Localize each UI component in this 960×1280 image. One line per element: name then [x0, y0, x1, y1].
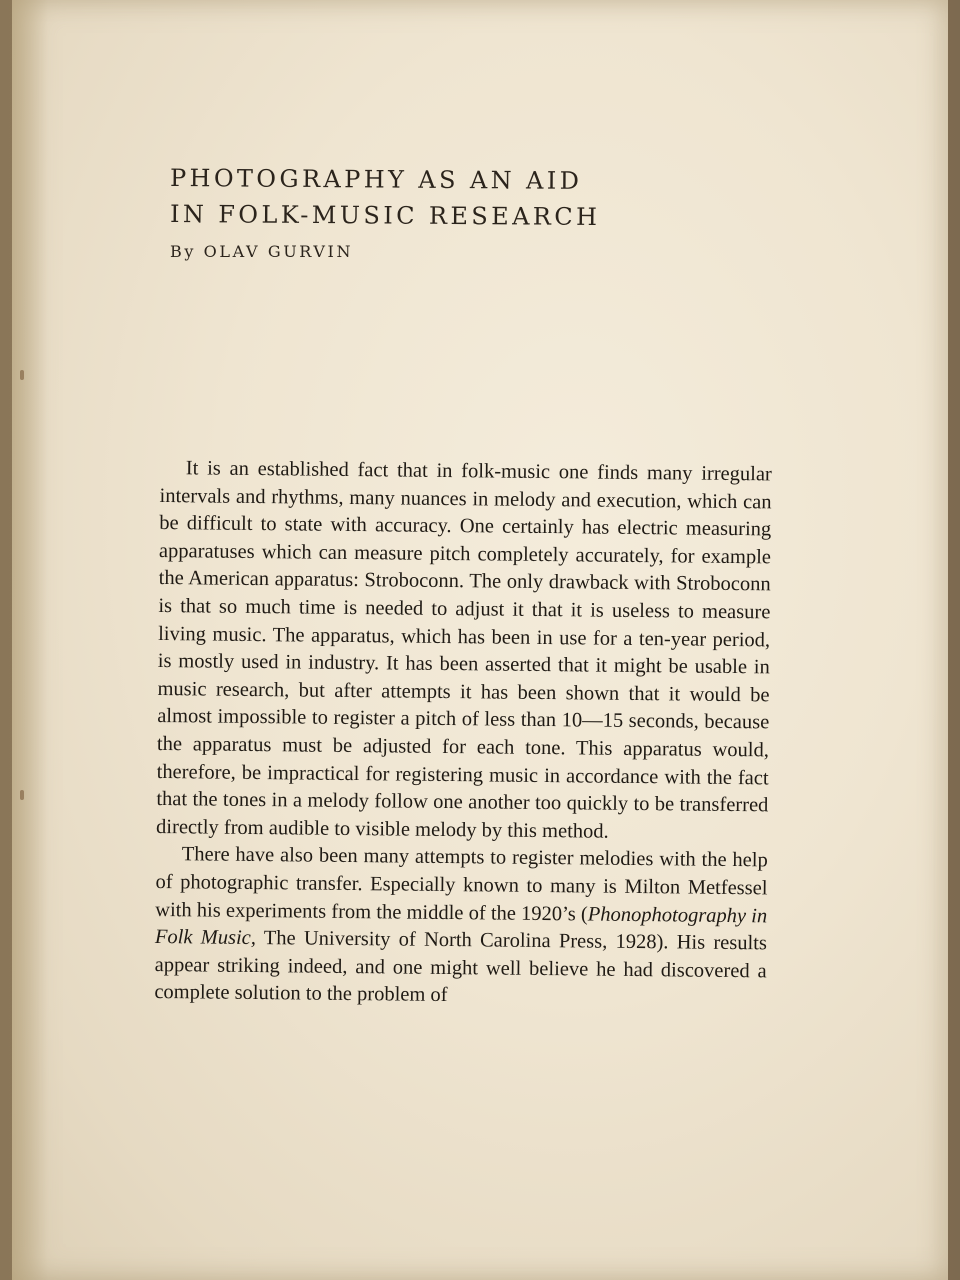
document-page	[12, 0, 948, 1280]
paragraph-2	[154, 841, 768, 1013]
paragraph-2-start: There have also been many attempts to register melodies with the help of photographic transfer. Especially known to many is Milton Metfessel with his experiments from the middle of the 1920’s (	[155, 843, 768, 926]
book-title: Phonophotography in Folk Music,	[154, 903, 768, 950]
stain-mark	[20, 370, 24, 380]
title-line-1: PHOTOGRAPHY AS AN AID	[169, 164, 583, 195]
spine-stain	[12, 0, 48, 1280]
paragraph-1: It is an established fact that in folk-music one finds many irregular intervals and rhythms, many nuances in melody and execution, which can be difficult to state with accuracy. One certainly has electric measuring apparatuses which can measure pitch completely accurately, for example the American apparatus: Stroboconn. The only drawback with Stroboconn is that so much time is needed to adjust it that it is useless to measure living music. The apparatus, which has been in use for a ten-year period, is mostly used in industry. It has been asserted that it might be usable in music research, but after attempts it has been shown that it would be almost impossible to register a pitch of less than 10—15 seconds, because the apparatus must be adjusted for each tone. This apparatus would, therefore, be impractical for registering music in accordance with the fact that the tones in a melody follow one another too quickly to be transferred directly from audible to visible melody by this method.	[155, 457, 772, 843]
byline: By OLAV GURVIN	[170, 242, 354, 261]
stain-mark	[20, 790, 24, 800]
title-block	[170, 160, 600, 261]
title-line-2: IN FOLK-MUSIC RESEARCH	[169, 200, 601, 232]
article-body	[154, 455, 772, 1013]
paragraph-2-end: The University of North Carolina Press, 1928). His results appear striking indeed, and one might well believe he had discovered a complete solution to the problem of	[154, 927, 768, 1007]
